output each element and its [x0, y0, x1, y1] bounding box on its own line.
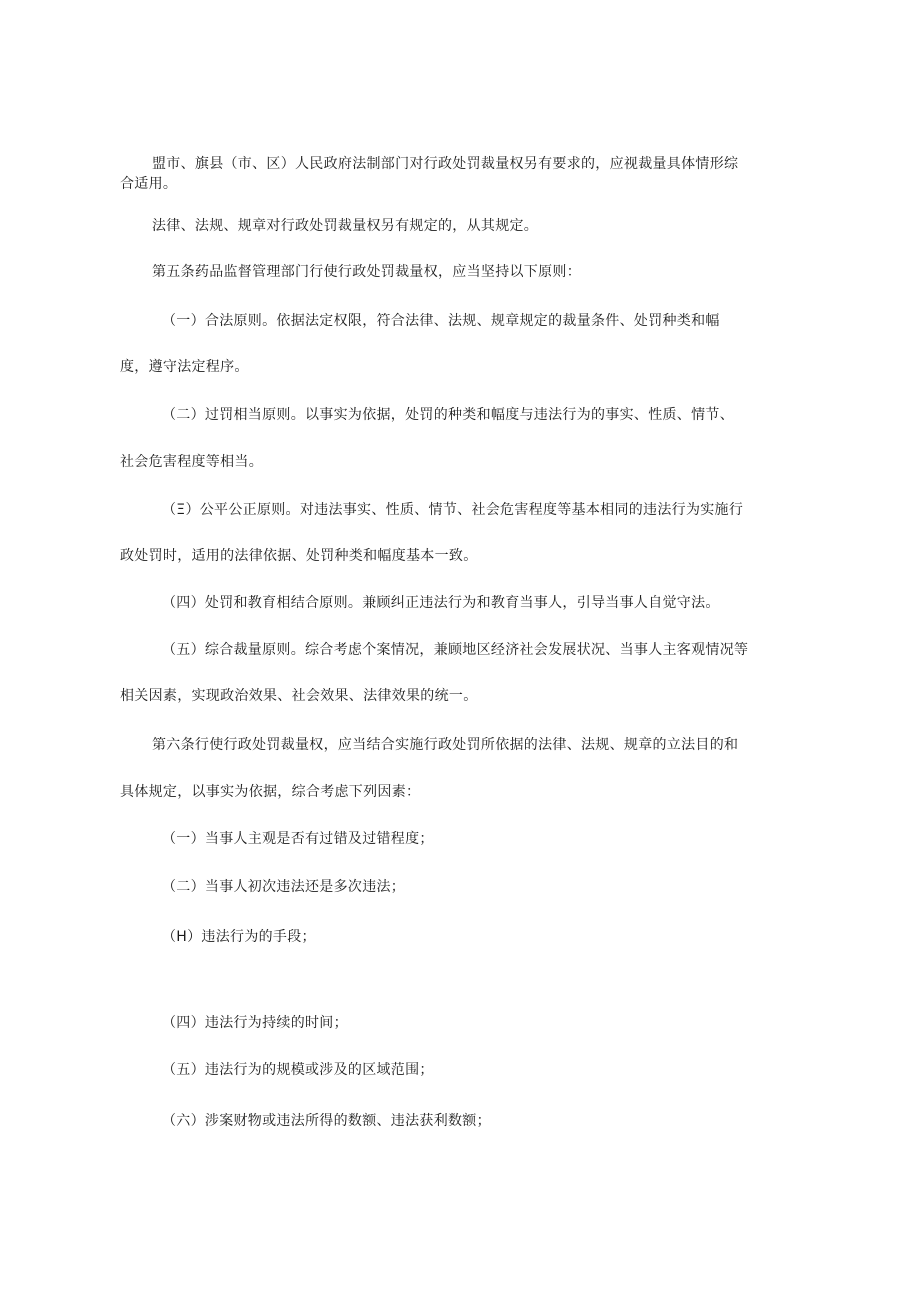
text-line: 社会危害程度等相当。	[120, 454, 263, 470]
text-line: （五）综合裁量原则。综合考虑个案情况，兼顾地区经济社会发展状况、当事人主客观情况等	[162, 642, 749, 658]
text-line: （一）合法原则。依据法定权限，符合法律、法规、规章规定的裁量条件、处罚种类和幅	[162, 313, 720, 329]
text-line: 具体规定，以事实为依据，综合考虑下列因素：	[120, 784, 421, 800]
text-line: 政处罚时，适用的法律依据、处罚种类和幅度基本一致。	[120, 548, 478, 564]
list-item: （六）涉案财物或违法所得的数额、违法获利数额；	[162, 1113, 491, 1129]
list-item: （五）违法行为的规模或涉及的区域范围；	[162, 1062, 434, 1078]
text-line: 法律、法规、规章对行政处罚裁量权另有规定的，从其规定。	[152, 218, 539, 234]
list-item: （H）违法行为的手段；	[162, 929, 316, 945]
text-line: 相关因素，实现政治效果、社会效果、法律效果的统一。	[120, 688, 478, 704]
section-heading-article-6: 第六条行使行政处罚裁量权，应当结合实施行政处罚所依据的法律、法规、规章的立法目的和	[152, 737, 739, 753]
list-item: （二）当事人初次违法还是多次违法；	[162, 879, 406, 895]
text-line: 度，遵守法定程序。	[120, 359, 249, 375]
list-item: （四）违法行为持续的时间；	[162, 1015, 348, 1031]
text-line: （四）处罚和教育相结合原则。兼顾纠正违法行为和教育当事人，引导当事人自觉守法。	[162, 595, 720, 611]
section-heading-article-5: 第五条药品监督管理部门行使行政处罚裁量权，应当坚持以下原则：	[152, 264, 581, 280]
text-line: 盟市、旗县（市、区）人民政府法制部门对行政处罚裁量权另有要求的，应视裁量具体情形综	[152, 156, 739, 172]
text-line: 合适用。	[120, 176, 178, 192]
text-line: （二）过罚相当原则。以事实为依据，处罚的种类和幅度与违法行为的事实、性质、情节、	[162, 407, 734, 423]
text-line: （Ξ）公平公正原则。对违法事实、性质、情节、社会危害程度等基本相同的违法行为实施行	[162, 502, 744, 518]
list-item: （一）当事人主观是否有过错及过错程度；	[162, 831, 434, 847]
